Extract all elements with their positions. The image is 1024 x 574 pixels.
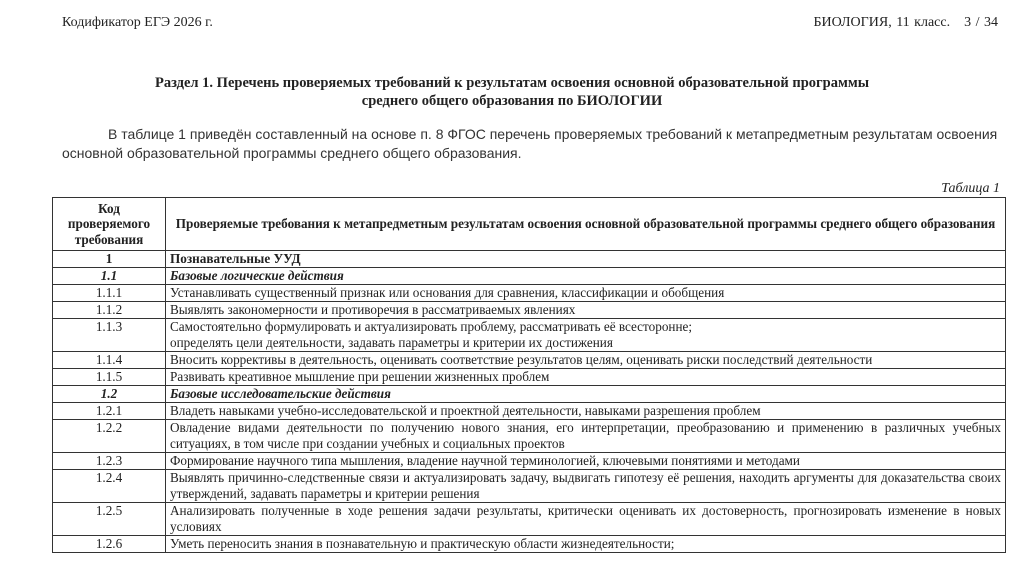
table-row [53,369,1006,386]
table-row [53,386,1006,403]
row-text: Познавательные УУД [166,251,1006,268]
row-code: 1.2.5 [53,503,166,536]
row-text-line1: Самостоятельно формулировать и актуализировать проблему, рассматривать её всесторонне; [170,319,693,334]
row-code: 1.1.4 [53,352,166,369]
table-row [53,352,1006,369]
header-requirements: Проверяемые требования к метапредметным результатам освоения основной образовательной программы среднего общего образования [166,198,1006,251]
table-row [53,285,1006,302]
row-code: 1.1.2 [53,302,166,319]
row-text: Базовые исследовательские действия [166,386,1006,403]
row-text-line2: определять цели деятельности, задавать параметры и критерии их достижения [170,334,613,350]
row-code: 1.1 [53,268,166,285]
row-text: Анализировать полученные в ходе решения задачи результаты, критически оценивать их достоверность, прогнозировать изменение в новых условиях [166,503,1006,536]
requirements-table [52,197,1006,553]
section-title-line2: среднего общего образования по БИОЛОГИИ [361,93,663,109]
row-text: Овладение видами деятельности по получению нового знания, его интерпретации, преобразованию и применению в различных учебных ситуациях, в том числе при создании учебных и социальных проектов [166,420,1006,453]
table-row [53,302,1006,319]
row-code: 1.1.1 [53,285,166,302]
row-text: Базовые логические действия [166,268,1006,285]
page-number: 3 / 34 [964,15,998,30]
table-row [53,470,1006,503]
table-row [53,503,1006,536]
row-code: 1 [53,251,166,268]
table-caption: Таблица 1 [941,181,1000,196]
row-text: Владеть навыками учебно-исследовательской и проектной деятельности, навыками разрешения проблем [166,403,1006,420]
row-text: Выявлять закономерности и противоречия в рассматриваемых явлениях [166,302,1006,319]
row-code: 1.2.3 [53,453,166,470]
row-code: 1.2.6 [53,536,166,553]
intro-paragraph: В таблице 1 приведён составленный на основе п. 8 ФГОС перечень проверяемых требований к метапредметным результатам освоения основной образовательной программы среднего общего образования. [62,126,998,161]
row-code: 1.2.4 [53,470,166,503]
row-code: 1.2.1 [53,403,166,420]
row-text: Уметь переносить знания в познавательную и практическую области жизнедеятельности; [166,536,1006,553]
table-row [53,403,1006,420]
table-row [53,319,1006,352]
row-text: Устанавливать существенный признак или основания для сравнения, классификации и обобщения [166,285,1006,302]
header-code: Код проверяемого требования [53,198,166,251]
header-left: Кодификатор ЕГЭ 2026 г. [62,15,213,30]
table-row [53,536,1006,553]
row-text [166,319,1006,352]
table-row [53,268,1006,285]
table-row [53,453,1006,470]
table-body [53,251,1006,553]
table-row [53,251,1006,268]
header-subject: БИОЛОГИЯ, 11 класс. [813,15,951,30]
row-text: Формирование научного типа мышления, владение научной терминологией, ключевыми понятиями и методами [166,453,1006,470]
row-code: 1.2.2 [53,420,166,453]
section-title-line1: Раздел 1. Перечень проверяемых требований к результатам освоения основной образовательной программы [154,75,870,91]
table-header-row [53,198,1006,251]
row-code: 1.1.3 [53,319,166,352]
row-text: Вносить коррективы в деятельность, оценивать соответствие результатов целям, оценивать риски последствий деятельности [166,352,1006,369]
table-row [53,420,1006,453]
row-code: 1.2 [53,386,166,403]
section-title [0,74,1024,110]
row-text: Развивать креативное мышление при решении жизненных проблем [166,369,1006,386]
row-text: Выявлять причинно-следственные связи и актуализировать задачу, выдвигать гипотезу её решения, находить аргументы для доказательства своих утверждений, задавать параметры и критерии решения [166,470,1006,503]
row-code: 1.1.5 [53,369,166,386]
header-right [813,15,998,31]
